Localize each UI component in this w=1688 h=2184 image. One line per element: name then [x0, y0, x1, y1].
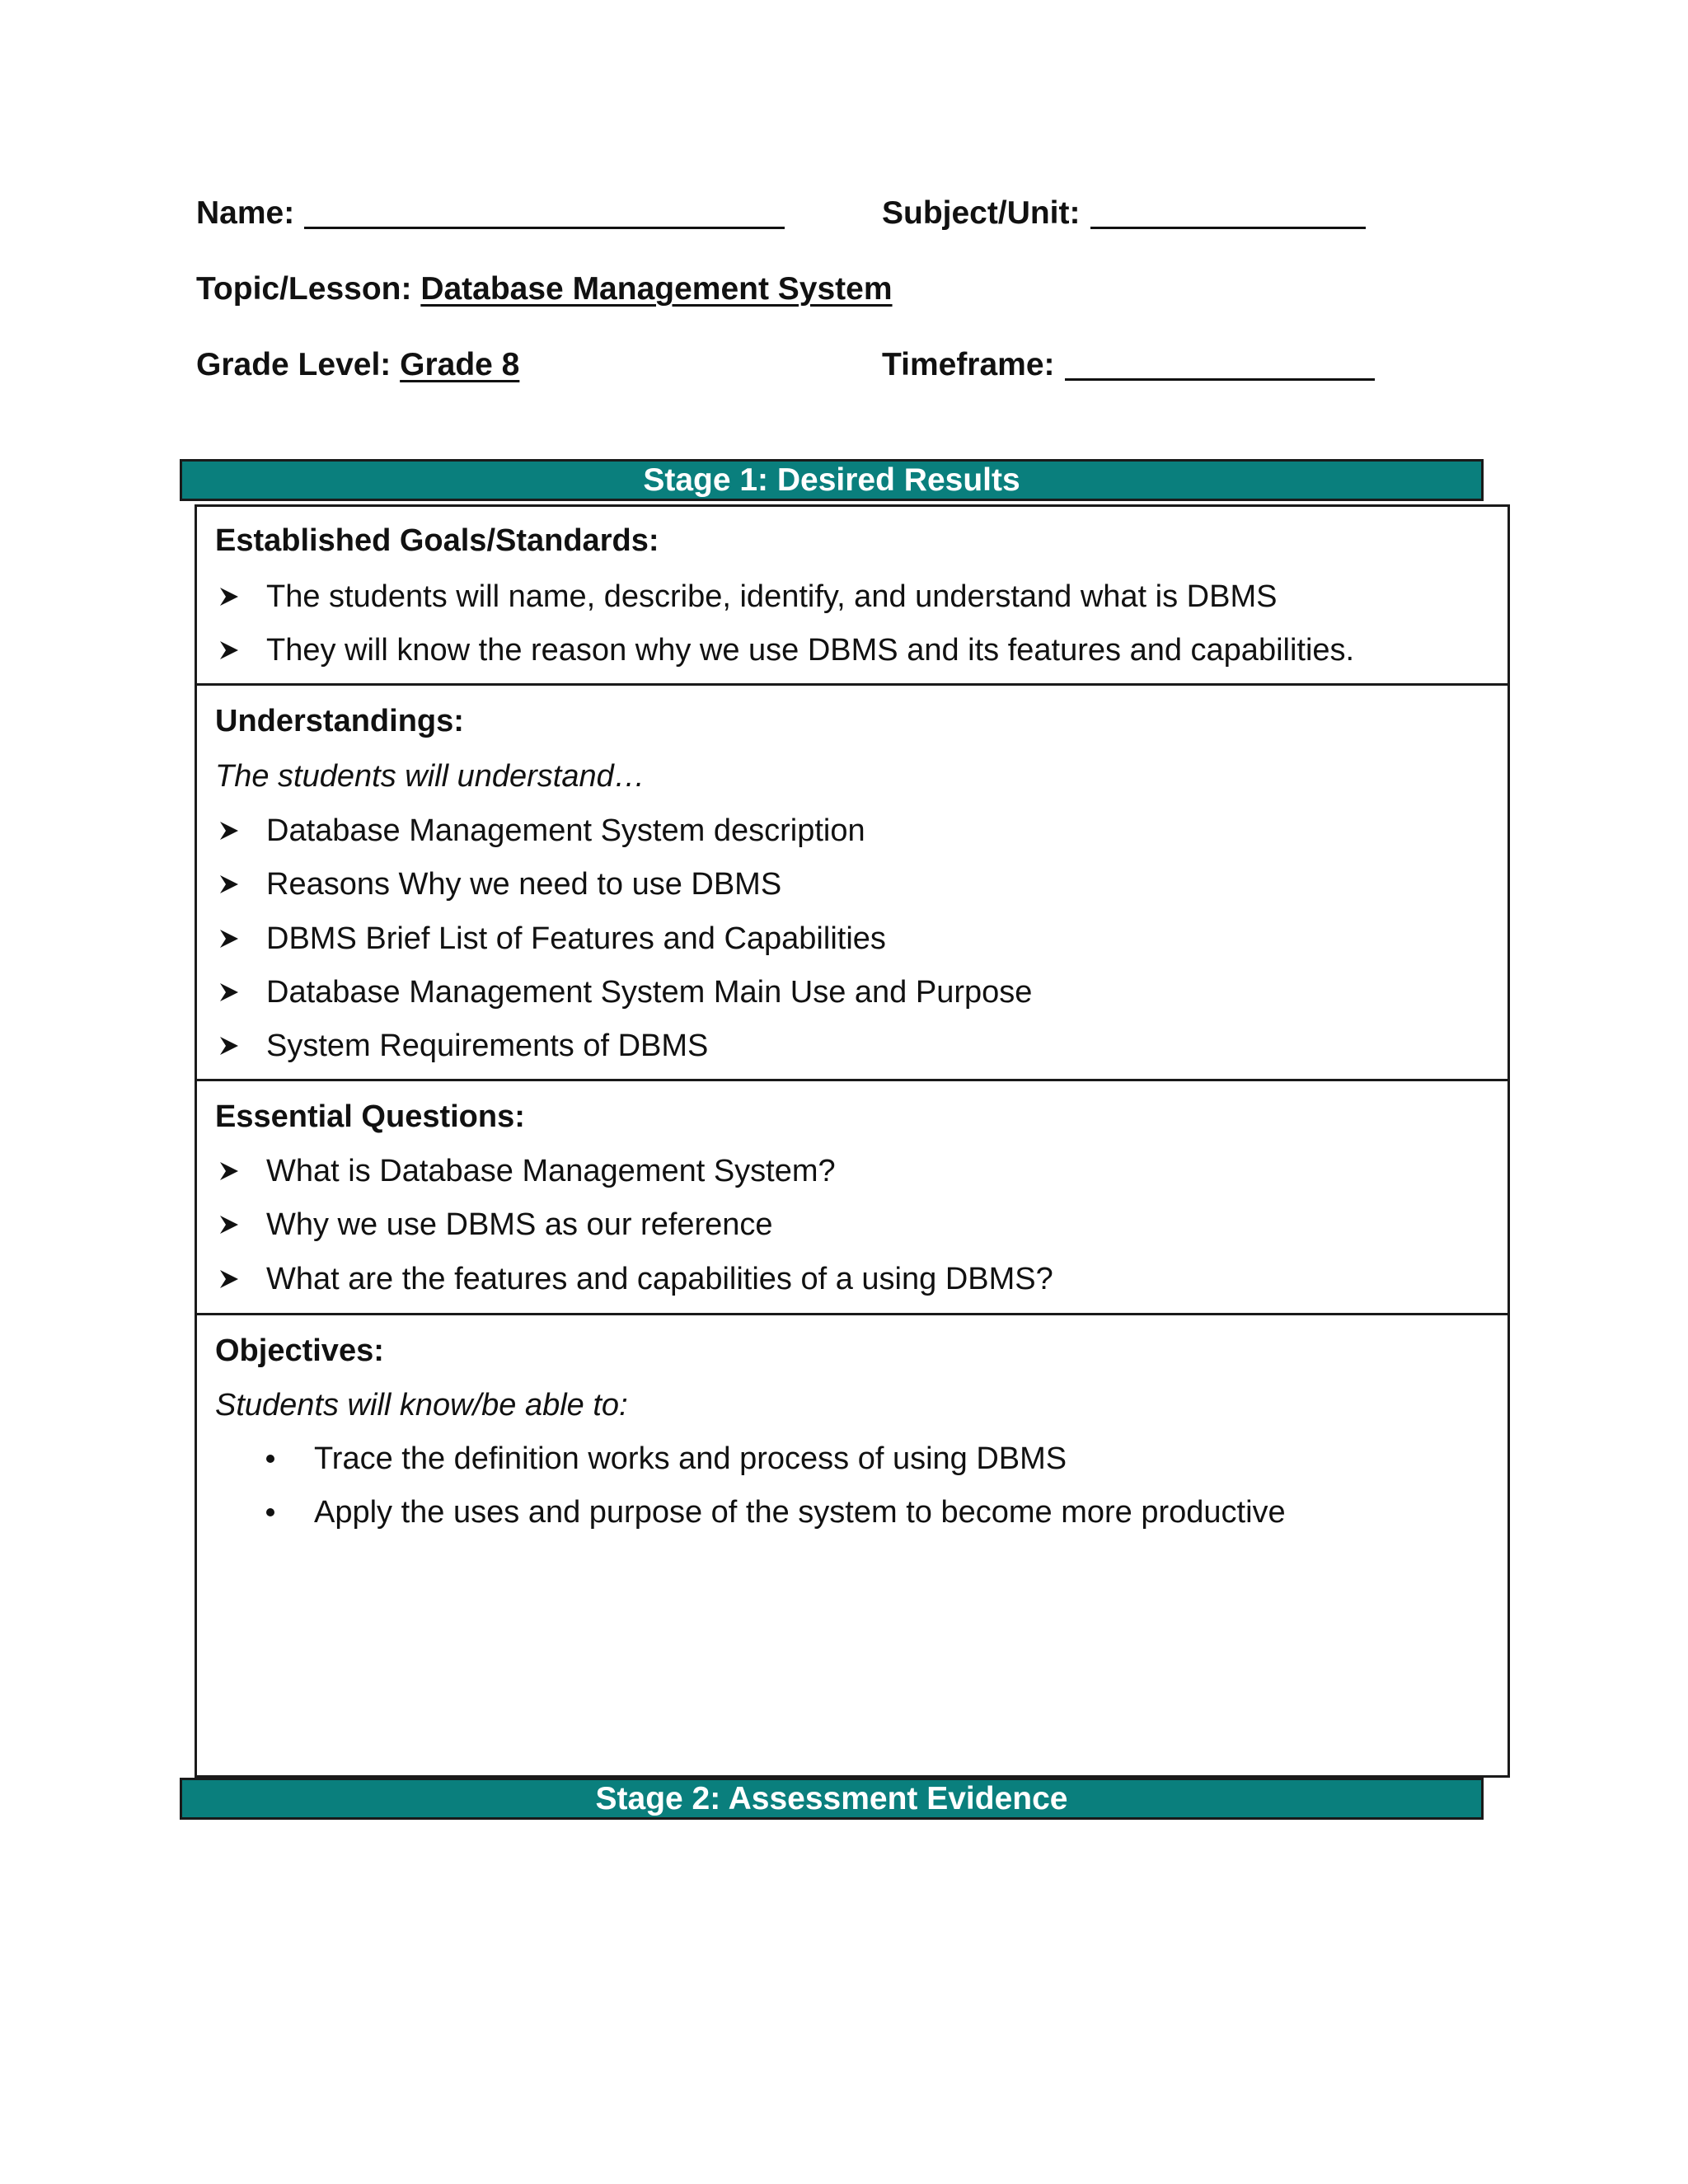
timeframe-label: Timeframe:	[882, 347, 1055, 382]
question-item-text: Why we use DBMS as our reference	[266, 1207, 773, 1242]
stage1-banner: Stage 1: Desired Results	[180, 459, 1484, 501]
understanding-item-text: Database Management System Main Use and Purpose	[266, 975, 1033, 1010]
understanding-item-text: System Requirements of DBMS	[266, 1029, 709, 1063]
objectives-section	[197, 1313, 1507, 1775]
arrowhead-bullet-icon	[218, 586, 240, 607]
topic-label: Topic/Lesson:	[196, 271, 412, 307]
question-item-text: What is Database Management System?	[266, 1154, 836, 1188]
stage2-banner: Stage 2: Assessment Evidence	[180, 1778, 1484, 1820]
objective-item-text: Trace the definition works and process of using DBMS	[314, 1441, 1067, 1476]
arrowhead-bullet-icon	[218, 982, 240, 1003]
understanding-item-text: Database Management System description	[266, 813, 865, 848]
goals-section	[197, 507, 1507, 683]
grade-field	[196, 349, 519, 381]
grade-label: Grade Level:	[196, 347, 392, 382]
arrowhead-bullet-icon	[218, 640, 240, 661]
questions-title: Essential Questions:	[215, 1099, 525, 1134]
goal-item-text: They will know the reason why we use DBMS and its features and capabilities.	[266, 633, 1355, 668]
arrowhead-bullet-icon	[218, 1214, 240, 1235]
timeframe-field	[882, 349, 1375, 381]
questions-section	[197, 1079, 1507, 1313]
timeframe-blank[interactable]	[1065, 349, 1375, 381]
name-blank[interactable]	[304, 197, 785, 229]
topic-field	[196, 273, 893, 305]
arrowhead-bullet-icon	[218, 1268, 240, 1290]
objectives-intro: Students will know/be able to:	[215, 1388, 628, 1422]
name-field	[196, 197, 785, 229]
question-item-text: What are the features and capabilities of a using DBMS?	[266, 1262, 1053, 1296]
understandings-intro: The students will understand…	[215, 759, 645, 794]
bullet-dot-icon	[266, 1508, 274, 1516]
topic-value: Database Management System	[420, 271, 893, 307]
grade-value: Grade 8	[400, 347, 520, 382]
understanding-item-text: Reasons Why we need to use DBMS	[266, 867, 782, 902]
objectives-title: Objectives:	[215, 1333, 384, 1368]
understandings-section	[197, 683, 1507, 1079]
subject-blank[interactable]	[1090, 197, 1366, 229]
bullet-dot-icon	[266, 1455, 274, 1463]
arrowhead-bullet-icon	[218, 1160, 240, 1182]
arrowhead-bullet-icon	[218, 874, 240, 895]
arrowhead-bullet-icon	[218, 928, 240, 949]
arrowhead-bullet-icon	[218, 1035, 240, 1057]
subject-field	[882, 197, 1366, 229]
subject-label: Subject/Unit:	[882, 195, 1081, 231]
understandings-title: Understandings:	[215, 704, 464, 738]
objective-item-text: Apply the uses and purpose of the system to become more productive	[314, 1495, 1286, 1530]
name-label: Name:	[196, 195, 295, 231]
understanding-item-text: DBMS Brief List of Features and Capabilities	[266, 921, 886, 956]
goals-title: Established Goals/Standards:	[215, 523, 659, 558]
goal-item-text: The students will name, describe, identify, and understand what is DBMS	[266, 579, 1278, 614]
stage1-table	[195, 504, 1510, 1778]
arrowhead-bullet-icon	[218, 820, 240, 841]
